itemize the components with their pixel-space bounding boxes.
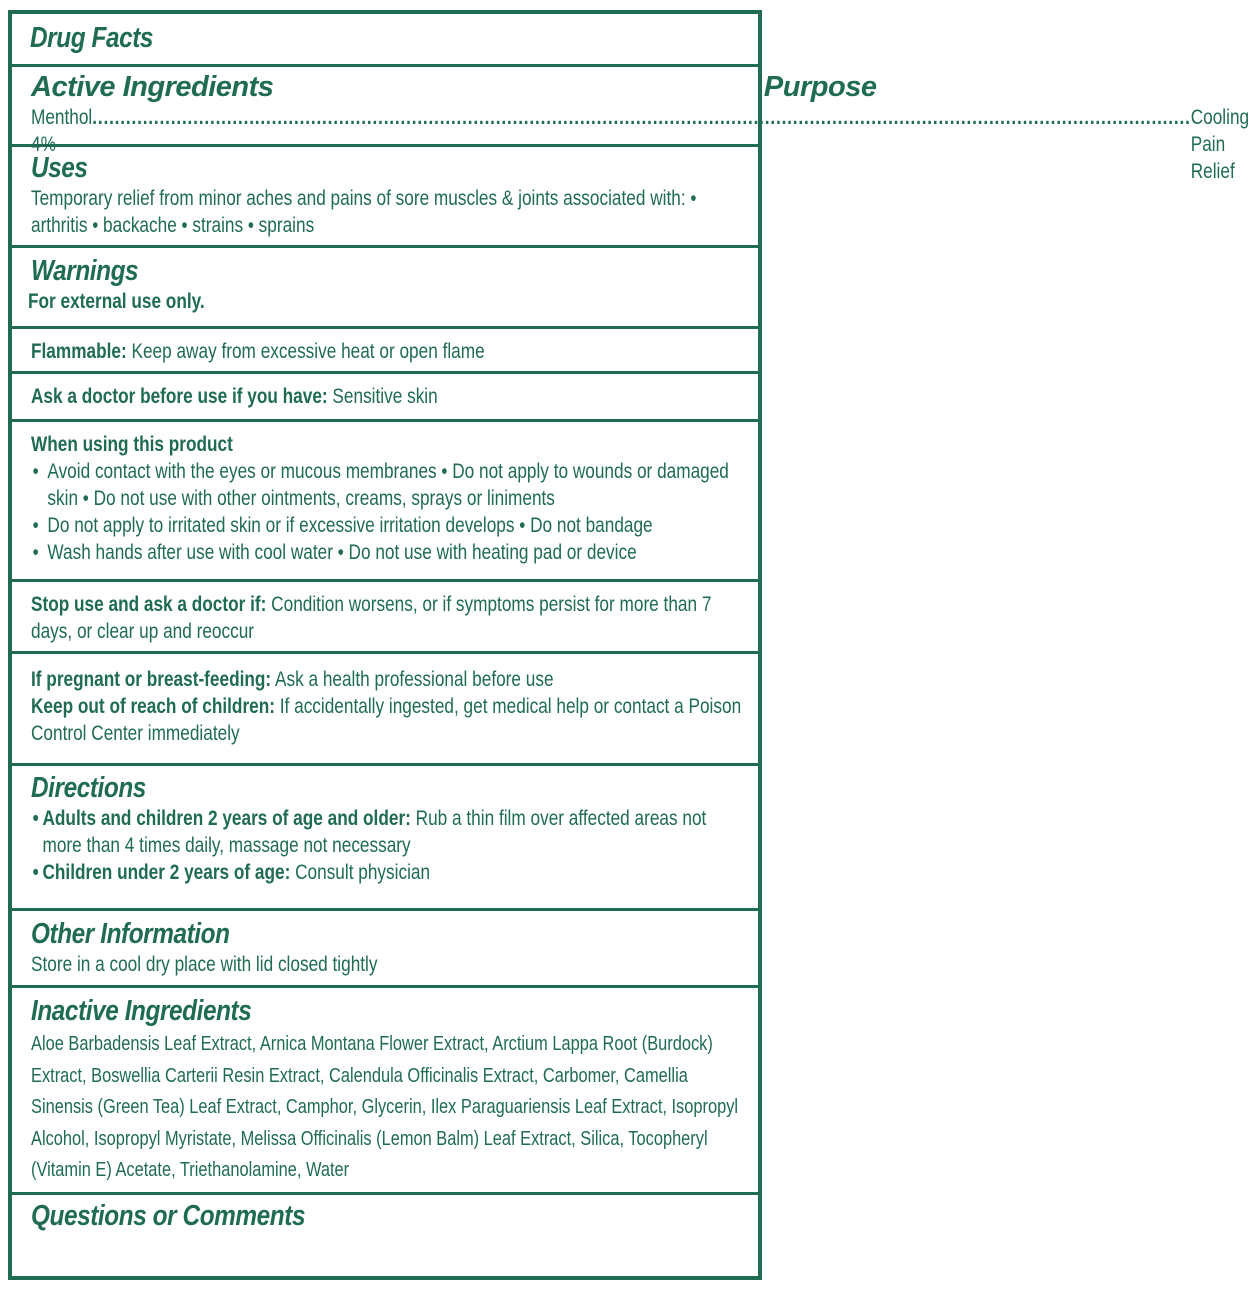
- warnings-heading: Warnings: [31, 255, 139, 287]
- directions-adult-text: Rub a thin film over affected areas not more than 4 times daily, massage not necessary: [42, 807, 707, 857]
- directions-adult-label: Adults and children 2 years of age and older:: [42, 807, 411, 830]
- directions-list: [31, 805, 744, 886]
- inactive-ingredients-text: Aloe Barbadensis Leaf Extract, Arnica Montana Flower Extract, Arctium Lappa Root (Burdock) Extract, Boswellia Carterii Resin Extract, Calendula Officinalis Extract, Carbomer, Camellia Sinensis (Green Tea) Leaf Extract, Camphor, Glycerin, Ilex Paraguariensis Leaf Extract, Isopropyl Alcohol, Isopropyl Myristate, Melissa Officinalis (Lemon Balm) Leaf Extract, Silica, Tocopheryl (Vitamin E) Acetate, Triethanolamine, Water: [31, 1032, 739, 1181]
- active-ingredient-name: Menthol 4%: [31, 106, 93, 156]
- when-using-list: [31, 458, 744, 566]
- ask-doctor-section: [12, 371, 758, 419]
- uses-text: Temporary relief from minor aches and pains of sore muscles & joints associated with: • arthritis • backache • strains • sprains: [31, 187, 697, 237]
- directions-child-item: [31, 859, 744, 886]
- when-using-item: • Do not apply to irritated skin or if excessive irritation develops • Do not bandage: [31, 512, 744, 539]
- drug-facts-panel: [8, 10, 1249, 1280]
- directions-adult-item: [31, 805, 744, 859]
- stop-use-section: [12, 579, 758, 651]
- other-information-section: [12, 908, 758, 985]
- flammable-line: [31, 338, 744, 365]
- directions-section: [12, 763, 758, 908]
- stop-use-text: [31, 591, 744, 645]
- children-label: Keep out of reach of children:: [31, 695, 275, 718]
- ask-doctor-text: Sensitive skin: [327, 385, 438, 408]
- external-use-text: For external use only.: [28, 290, 205, 313]
- questions-heading: Questions or Comments: [31, 1200, 306, 1232]
- directions-child-text: Consult physician: [290, 861, 431, 884]
- flammable-label: Flammable:: [31, 340, 127, 363]
- when-using-section: [12, 419, 758, 579]
- pregnant-label: If pregnant or breast-feeding:: [31, 668, 272, 691]
- purpose-heading: Purpose: [763, 71, 877, 103]
- children-line: [31, 693, 744, 747]
- pregnant-text: Ask a health professional before use: [271, 668, 554, 691]
- flammable-text: Keep away from excessive heat or open flame: [126, 340, 485, 363]
- uses-heading: Uses: [31, 152, 88, 184]
- warnings-section: [12, 245, 758, 326]
- active-ingredient-purpose: Cooling Pain Relief: [1190, 106, 1249, 183]
- when-using-item: • Wash hands after use with cool water • Do not use with heating pad or device: [31, 539, 744, 566]
- stop-use-body: Condition worsens, or if symptoms persist for more than 7 days, or clear up and reoccur: [31, 593, 712, 643]
- flammable-section: [12, 326, 758, 371]
- ask-doctor-label: Ask a doctor before use if you have:: [31, 385, 328, 408]
- questions-section: [12, 1192, 758, 1276]
- leader-dots: [92, 104, 1190, 131]
- other-information-heading: Other Information: [31, 918, 230, 950]
- title-section: [12, 14, 758, 64]
- drug-facts-title: Drug Facts: [30, 22, 154, 54]
- active-heading-row: [31, 71, 876, 104]
- when-using-heading: When using this product: [31, 433, 233, 456]
- children-text: If accidentally ingested, get medical help or contact a Poison Control Center immediately: [31, 695, 742, 745]
- directions-heading: Directions: [31, 772, 146, 804]
- pregnant-children-section: [12, 651, 758, 763]
- other-information-text: Store in a cool dry place with lid closed tightly: [31, 953, 378, 976]
- when-using-item: • Avoid contact with the eyes or mucous membranes • Do not apply to wounds or damaged skin • Do not use with other ointments, creams, sprays or liniments: [31, 458, 744, 512]
- directions-child-label: Children under 2 years of age:: [42, 861, 291, 884]
- pregnant-line: [31, 666, 744, 693]
- inactive-ingredients-section: [12, 985, 758, 1192]
- inactive-ingredients-heading: Inactive Ingredients: [31, 995, 252, 1027]
- uses-section: [12, 144, 758, 245]
- ask-doctor-line: [31, 383, 744, 410]
- stop-use-label: Stop use and ask a doctor if:: [31, 593, 267, 616]
- active-ingredients-heading: Active Ingredients: [31, 71, 274, 103]
